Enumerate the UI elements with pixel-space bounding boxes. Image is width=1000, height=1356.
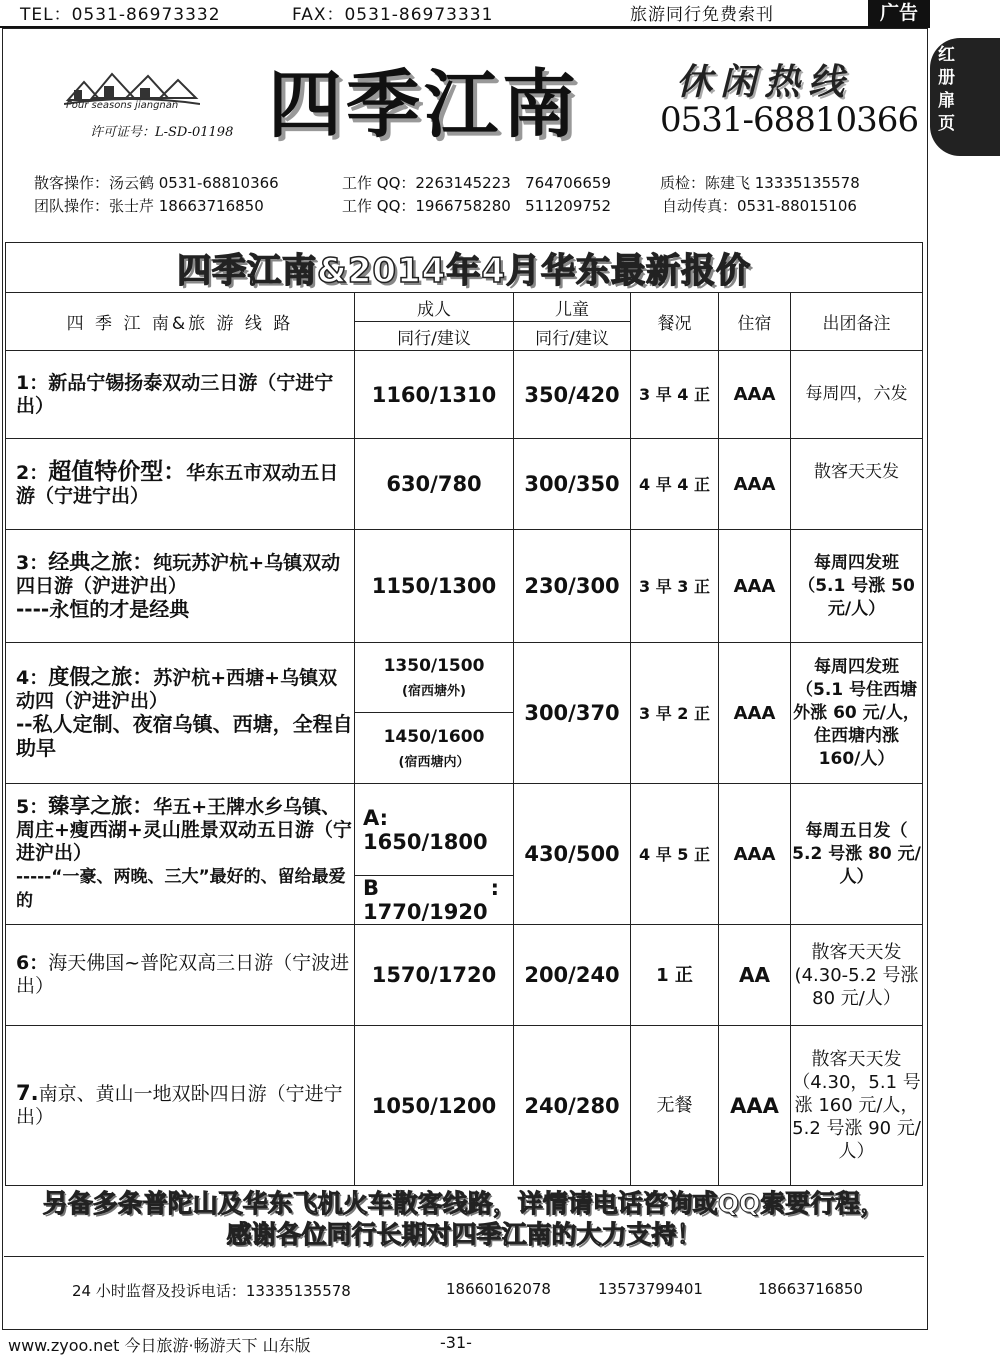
table-row <box>6 530 923 643</box>
route-cell <box>6 784 355 925</box>
hotline-phone: 0531-68810366 <box>660 100 919 140</box>
header-child: 儿童 <box>514 293 631 322</box>
route-highlight: 超值特价型： <box>48 458 187 485</box>
route-cell <box>6 643 355 784</box>
hotel-level: AAA <box>719 1026 791 1186</box>
child-price: 200/240 <box>514 925 631 1026</box>
adult-price-b-colon: : <box>490 876 499 900</box>
adult-price: 1160/1310 <box>355 351 514 439</box>
child-price: 350/420 <box>514 351 631 439</box>
meal-info: 4 早 5 正 <box>631 784 719 925</box>
departure-note: 每周四，六发 <box>791 351 923 439</box>
departure-note: 每周四发班（5.1 号住西塘外涨 60 元/人，住西塘内涨 160/人） <box>791 643 923 784</box>
bottom-message-line1: 另备多条普陀山及华东飞机火车散客线路，详情请电话咨询或QQ索要行程， <box>42 1189 886 1218</box>
complaint-phone-2: 18660162078 <box>446 1280 551 1298</box>
adult-price-a <box>355 784 514 876</box>
complaint-phone-3: 13573799401 <box>598 1280 703 1298</box>
route-name: 苏沪杭+西塘+乌镇双动四（沪进沪出） <box>16 666 338 712</box>
bottom-message <box>4 1188 924 1250</box>
header-route: 四 季 江 南&旅 游 线 路 <box>6 293 355 351</box>
complaint-phone-4: 18663716850 <box>758 1280 863 1298</box>
hotel-level: AAA <box>719 530 791 643</box>
meal-info: 1 正 <box>631 925 719 1026</box>
hotel-level: AAA <box>719 439 791 530</box>
child-price: 300/370 <box>514 643 631 784</box>
route-highlight: 经典之旅： <box>48 549 154 574</box>
child-price: 230/300 <box>514 530 631 643</box>
route-no: 4： <box>16 666 49 689</box>
departure-note: 散客天天发（4.30，5.1 号涨 160 元/人，5.2 号涨 90 元/人） <box>791 1026 923 1186</box>
child-price: 240/280 <box>514 1026 631 1186</box>
header-adult-sub: 同行/建议 <box>355 322 514 351</box>
adult-price-a-value: 1350/1500 <box>383 656 485 676</box>
table-row <box>6 1026 923 1186</box>
route-slogan: ----永恒的才是经典 <box>16 596 190 621</box>
complaint-hotline: 24 小时监督及投诉电话：13335135578 <box>72 1282 351 1300</box>
meal-info: 3 早 4 正 <box>631 351 719 439</box>
departure-note: 每周五日发（ 5.2 号涨 80 元/人） <box>791 784 923 925</box>
footer-site: www.zyoo.net 今日旅游·畅游天下 山东版 <box>8 1336 311 1355</box>
adult-price-b-value: 1450/1600 <box>383 726 485 747</box>
side-tab <box>930 38 1000 156</box>
meal-info: 无餐 <box>631 1026 719 1186</box>
header-hotel: 住宿 <box>719 293 791 351</box>
route-no: 1： <box>16 371 49 394</box>
meal-info: 3 早 3 正 <box>631 530 719 643</box>
table-row <box>6 925 923 1026</box>
departure-note: 散客天天发 (4.30-5.2 号涨 80 元/人） <box>791 925 923 1026</box>
adult-price-a-value: 1650/1800 <box>363 829 488 854</box>
route-name: 纯玩苏沪杭+乌镇双动四日游（沪进沪出） <box>16 551 341 597</box>
license-number: 许可证号：L-SD-01198 <box>90 125 234 140</box>
table-row <box>6 439 923 530</box>
adult-price: 1150/1300 <box>355 530 514 643</box>
adult-price: 630/780 <box>355 439 514 530</box>
route-no: 5： <box>16 796 49 818</box>
logo-caption: Four seasons jiangnan <box>66 100 179 111</box>
departure-note: 每周四发班（5.1 号涨 50 元/人） <box>791 530 923 643</box>
header-adult: 成人 <box>355 293 514 322</box>
ad-tag: 广告 <box>868 0 930 26</box>
route-name: 南京、黄山一地双卧四日游（宁进宁出） <box>16 1083 343 1128</box>
route-no: 7. <box>16 1081 39 1105</box>
table-row <box>6 784 923 876</box>
route-name: 华东五市双动五日游（宁进宁出） <box>16 461 339 507</box>
route-cell <box>6 925 355 1026</box>
adult-price-b <box>355 713 514 784</box>
header-note: 出团备注 <box>791 293 923 351</box>
brand-name: 四季江南 <box>268 62 580 148</box>
hotel-level: AA <box>719 925 791 1026</box>
hotline-label: 休闲热线 <box>676 61 853 103</box>
route-cell <box>6 1026 355 1186</box>
route-no: 6： <box>16 952 49 974</box>
route-cell <box>6 439 355 530</box>
adult-price-b <box>355 876 514 925</box>
fax-number: FAX：0531-86973331 <box>292 0 516 27</box>
header-child-sub: 同行/建议 <box>514 322 631 351</box>
adult-price-b-value: 1770/1920 <box>363 900 488 924</box>
tel-number: TEL：0531-86973332 <box>20 0 260 27</box>
auto-fax: 自动传真：0531-88015106 <box>662 197 857 215</box>
divider <box>4 1256 924 1257</box>
departure-note: 散客天天发 <box>791 439 923 530</box>
adult-price-a <box>355 643 514 713</box>
header-slogan: 旅游同行免费索刊 <box>630 5 774 25</box>
price-table <box>5 242 923 1186</box>
table-title: 四季江南&2014年4月华东最新报价 <box>6 243 923 293</box>
meal-info: 3 早 2 正 <box>631 643 719 784</box>
table-row <box>6 643 923 713</box>
quality-check: 质检：陈建飞 13335135578 <box>660 174 860 192</box>
header-meal: 餐况 <box>631 293 719 351</box>
table-row <box>6 351 923 439</box>
route-no: 3： <box>16 551 49 574</box>
side-tab-label: 红册扉页 <box>938 45 955 134</box>
adult-price-b-note: (宿西塘内） <box>398 754 470 770</box>
individual-ops: 散客操作：汤云鹤 0531-68810366 <box>34 174 279 192</box>
child-price: 430/500 <box>514 784 631 925</box>
adult-price-a-note: (宿西塘外) <box>402 684 466 699</box>
route-name: 华五+王牌水乡乌镇、周庄+瘦西湖+灵山胜景双动五日游（宁进沪出） <box>16 796 352 864</box>
work-qq-1: 工作 QQ：2263145223 764706659 <box>342 174 612 192</box>
adult-price: 1050/1200 <box>355 1026 514 1186</box>
adult-price-a-label: A: <box>363 805 389 830</box>
route-slogan: --私人定制、夜宿乌镇、西塘，全程自助早 <box>16 711 353 760</box>
adult-price-b-label: B <box>363 876 380 900</box>
route-highlight: 臻享之旅： <box>48 794 154 818</box>
group-ops: 团队操作：张士芹 18663716850 <box>34 197 264 215</box>
hotel-level: AAA <box>719 351 791 439</box>
work-qq-2: 工作 QQ：1966758280 511209752 <box>342 197 612 215</box>
route-slogan: -----“一豪、两晚、三大”最好的、留给最爱的 <box>16 867 346 911</box>
route-no: 2： <box>16 461 49 484</box>
meal-info: 4 早 4 正 <box>631 439 719 530</box>
page-number: -31- <box>440 1333 472 1352</box>
route-name: 海天佛国~普陀双高三日游（宁波进出） <box>16 952 350 997</box>
child-price: 300/350 <box>514 439 631 530</box>
route-cell <box>6 530 355 643</box>
adult-price: 1570/1720 <box>355 925 514 1026</box>
hotel-level: AAA <box>719 784 791 925</box>
hotel-level: AAA <box>719 643 791 784</box>
route-highlight: 度假之旅： <box>48 664 154 689</box>
route-name: 新品宁锡扬泰双动三日游（宁进宁出） <box>16 371 334 417</box>
route-cell <box>6 351 355 439</box>
bottom-message-line2: 感谢各位同行长期对四季江南的大力支持！ <box>226 1220 702 1249</box>
